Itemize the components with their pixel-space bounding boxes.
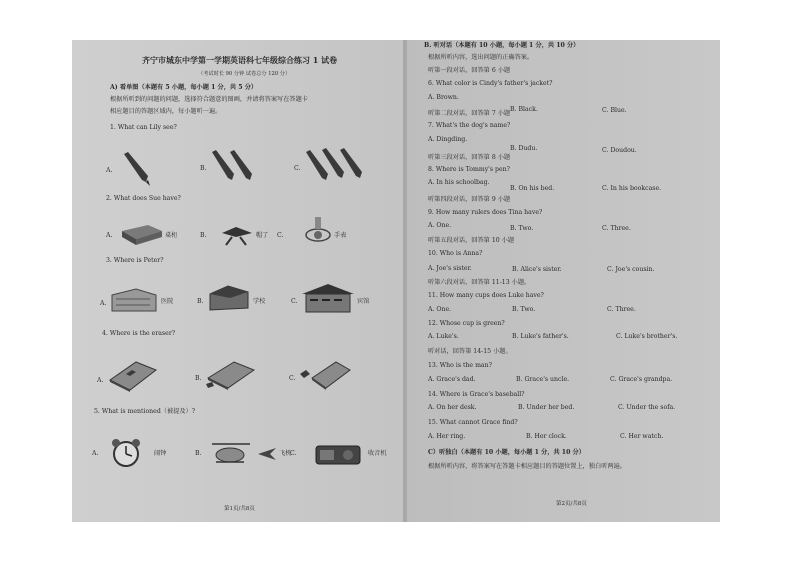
q5-caption-c: 收音机 — [368, 450, 387, 457]
alarm-clock-icon — [104, 438, 148, 468]
school-icon — [206, 282, 252, 314]
q2-caption-c: 手表 — [334, 232, 347, 239]
option-b: B. — [195, 375, 202, 382]
page-fold — [403, 40, 407, 522]
question-14: 14. Where is Grace's baseball? — [428, 391, 525, 398]
answer-13b: B. Grace's uncle. — [516, 376, 570, 383]
option-a: A. — [106, 232, 113, 239]
exam-subtitle: （考试时长 90 分钟 试卷总分 120 分） — [198, 71, 291, 77]
answer-11c: C. Three. — [607, 306, 636, 313]
dialogue-prompt: 听第六段对话，回答第 11-13 小题。 — [428, 279, 531, 286]
option-c: C. — [289, 375, 296, 382]
answer-15c: C. Her watch. — [620, 433, 664, 440]
question-2: 2. What does Sue have? — [106, 195, 181, 202]
question-11: 11. How many cups does Luke have? — [428, 292, 544, 299]
section-b-instruction: 根据所听内容，选出问题的正确答案。 — [428, 54, 534, 61]
question-3: 3. Where is Peter? — [106, 257, 164, 264]
answer-12b: B. Luke's father's. — [512, 333, 569, 340]
option-a: A. — [100, 300, 107, 307]
q5-caption-b: 飞机 — [279, 450, 292, 457]
answer-7c: C. Doudou. — [602, 147, 637, 154]
option-a: A. — [92, 450, 99, 457]
pen-icon — [118, 150, 154, 186]
helicopter-icon — [208, 440, 254, 466]
q3-caption-b: 学校 — [253, 298, 266, 305]
dialogue-prompt: 听第五段对话，回答第 10 小题 — [428, 237, 515, 244]
radio-icon — [312, 438, 364, 468]
answer-13c: C. Grace's grandpa. — [610, 376, 673, 383]
option-b: B. — [197, 298, 204, 305]
right-page-footer: 第2页/共8页 — [556, 501, 587, 507]
answer-7a: A. Dingding. — [428, 136, 468, 143]
section-a-instruction-2: 相应题目的答题区域内，每小题听一遍。 — [110, 108, 222, 115]
question-9: 9. How many rulers does Tina have? — [428, 209, 543, 216]
three-pens-icon — [302, 146, 376, 186]
book-with-eraser-beside-icon — [298, 358, 352, 392]
hat-icon — [220, 221, 254, 247]
answer-6b: B. Black. — [510, 106, 538, 113]
two-pens-icon — [208, 148, 264, 186]
question-10: 10. Who is Anna? — [428, 250, 483, 257]
question-4: 4. Where is the eraser? — [102, 330, 176, 337]
section-a-heading: A) 看单图（本题有 5 小题，每小题 1 分，共 5 分） — [110, 84, 258, 91]
section-b-heading: B. 听对话（本题有 10 小题，每小题 1 分，共 10 分） — [424, 42, 580, 49]
answer-9a: A. One. — [428, 222, 452, 229]
question-6: 6. What color is Cindy's father's jacket? — [428, 80, 553, 87]
option-a: A. — [106, 167, 113, 174]
question-8: 8. Where is Tommy's pen? — [428, 166, 510, 173]
q2-caption-a: 桌柜 — [165, 232, 178, 239]
question-12: 12. Whose cup is green? — [428, 320, 505, 327]
dialogue-prompt: 听第三段对话，回答第 8 小题 — [428, 154, 511, 161]
q3-caption-c: 宾馆 — [357, 298, 370, 305]
option-c: C. — [291, 298, 298, 305]
question-15: 15. What cannot Grace find? — [428, 419, 518, 426]
option-c: C. — [277, 232, 284, 239]
option-b: B. — [200, 165, 207, 172]
q2-caption-b: 帽了 — [256, 232, 269, 239]
hotel-icon — [300, 280, 356, 316]
hospital-icon — [110, 285, 158, 315]
answer-14c: C. Under the sofa. — [618, 404, 676, 411]
answer-6c: C. Blue. — [602, 107, 627, 114]
book-with-eraser-under-icon — [204, 358, 256, 392]
answer-8b: B. On his bed. — [510, 185, 555, 192]
answer-14a: A. On her desk. — [428, 404, 477, 411]
answer-7b: B. Dudu. — [510, 145, 538, 152]
option-b: B. — [200, 232, 207, 239]
answer-10c: C. Joe's cousin. — [607, 266, 655, 273]
answer-11b: B. Two. — [512, 306, 536, 313]
dialogue-prompt: 听第二段对话，回答第 7 小题 — [428, 110, 511, 117]
answer-12a: A. Luke's. — [428, 333, 459, 340]
answer-10b: B. Alice's sister. — [512, 266, 562, 273]
left-page-footer: 第1页/共8页 — [224, 506, 255, 512]
question-13: 13. Who is the man? — [428, 362, 492, 369]
answer-13a: A. Grace's dad. — [428, 376, 476, 383]
dialogue-prompt: 听第四段对话，回答第 9 小题 — [428, 196, 511, 203]
exam-photo — [72, 40, 720, 522]
section-c-instruction: 根据所听内容，将答案写在答题卡相应题目的答题位置上，独白听两遍。 — [428, 463, 626, 470]
section-c-heading: C）听独白（本题有 10 小题，每小题 1 分，共 10 分） — [428, 449, 585, 456]
desk-icon — [118, 221, 164, 247]
answer-8a: A. In his schoolbag. — [428, 179, 490, 186]
question-5: 5. What is mentioned（被提及）? — [94, 408, 196, 415]
option-b: B. — [195, 450, 202, 457]
option-c: C. — [294, 165, 301, 172]
answer-11a: A. One. — [428, 306, 452, 313]
book-with-eraser-on-icon — [106, 358, 158, 392]
watch-icon — [304, 213, 332, 247]
question-1: 1. What can Lily see? — [110, 124, 177, 131]
question-7: 7. What's the dog's name? — [428, 122, 511, 129]
answer-10a: A. Joe's sister. — [428, 265, 472, 272]
dialogue-prompt: 听第一段对话，回答第 6 小题 — [428, 67, 511, 74]
plane-icon — [256, 442, 278, 464]
answer-12c: C. Luke's brother's. — [616, 333, 678, 340]
section-a-instruction: 根据所听到的问题的问题，选择符合题意的图画，并请将答案写在答题卡 — [110, 96, 308, 103]
answer-15b: B. Her clock. — [526, 433, 567, 440]
option-c: C. — [290, 450, 297, 457]
answer-6a: A. Brown. — [428, 94, 459, 101]
answer-9b: B. Two. — [510, 225, 534, 232]
q3-caption-a: 医院 — [161, 298, 174, 305]
exam-title: 齐宁市城东中学第一学期英语科七年级综合练习 1 试卷 — [142, 55, 338, 65]
q5-caption-a: 闹钟 — [154, 450, 167, 457]
answer-8c: C. In his bookcase. — [602, 185, 662, 192]
dialogue-prompt: 听对话，回答第 14-15 小题。 — [428, 348, 512, 355]
answer-9c: C. Three. — [602, 225, 631, 232]
answer-14b: B. Under her bed. — [518, 404, 575, 411]
answer-15a: A. Her ring. — [428, 433, 466, 440]
option-a: A. — [97, 377, 104, 384]
